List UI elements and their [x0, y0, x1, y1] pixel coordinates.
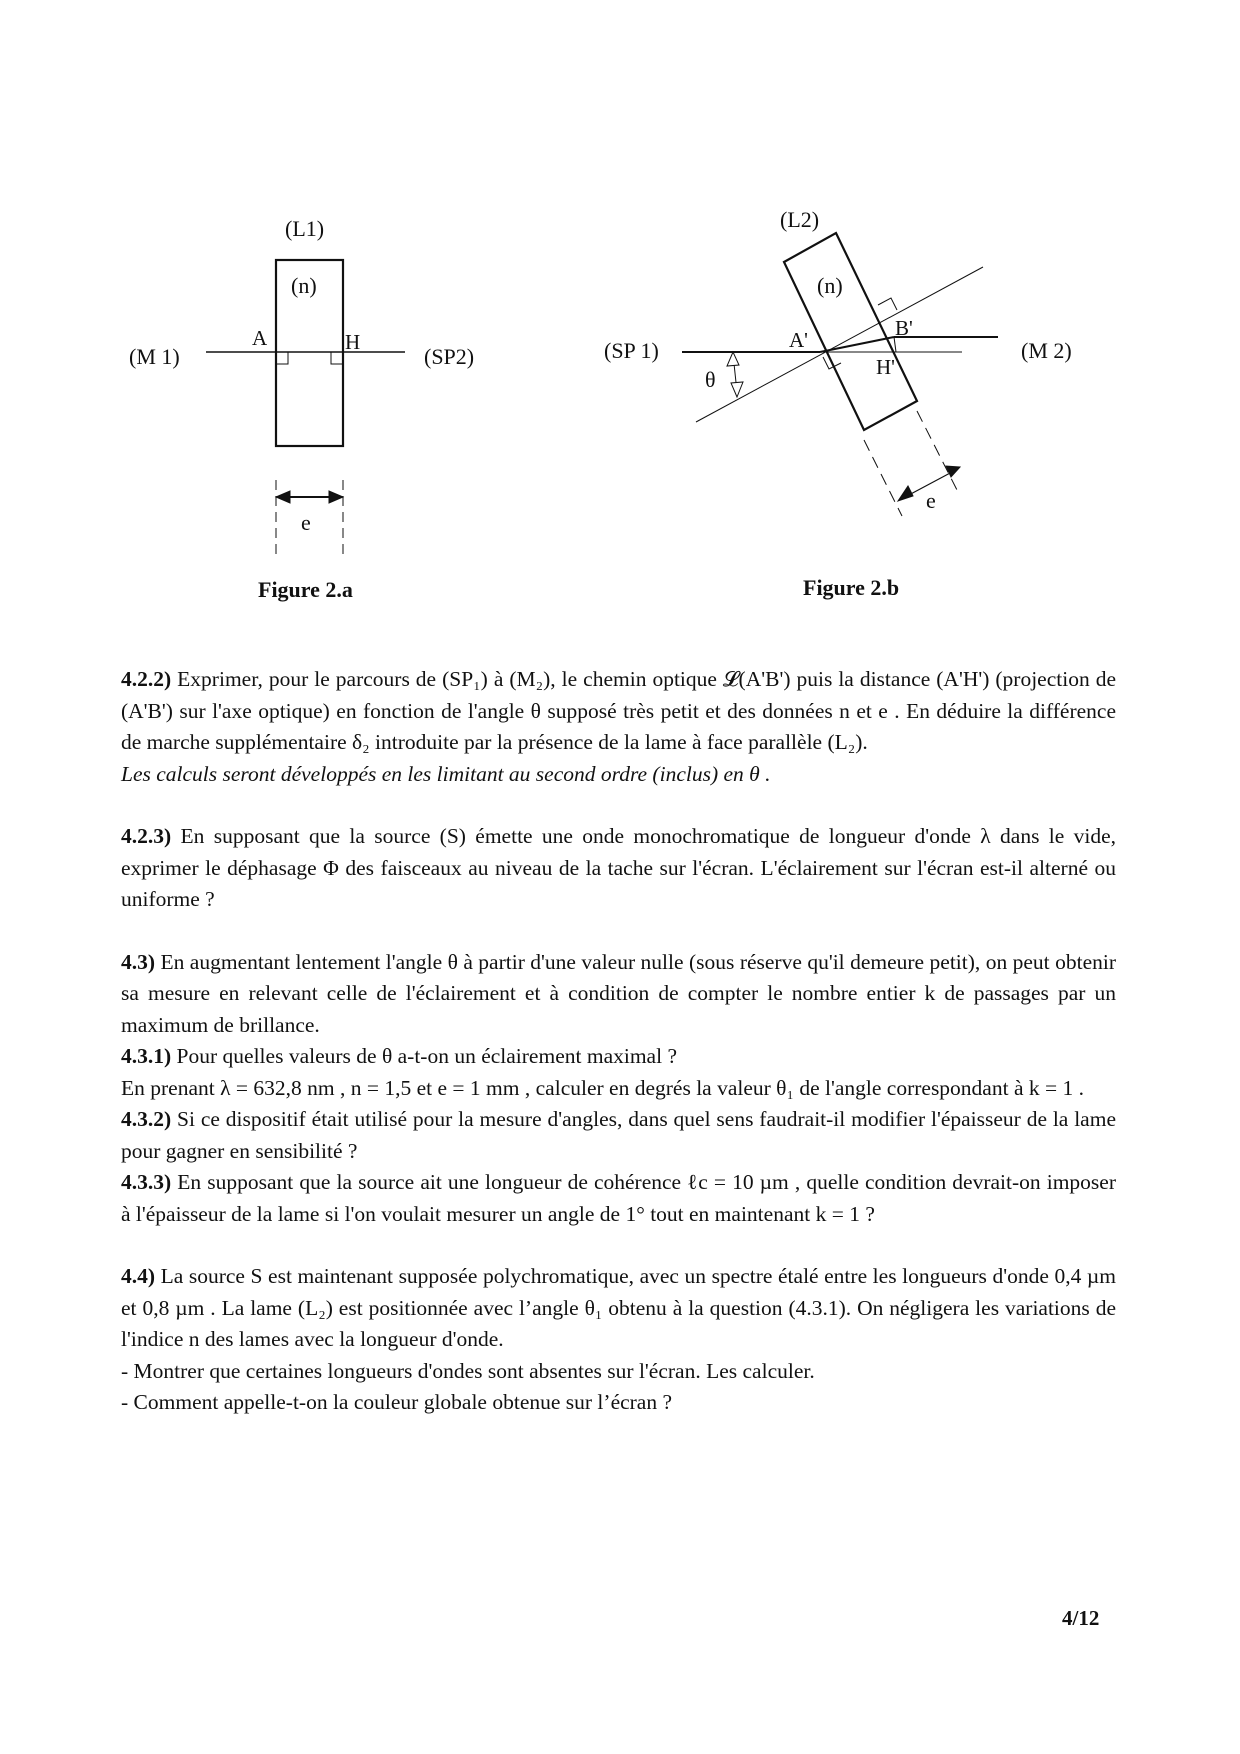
q-4-4: 4.4) La source S est maintenant supposée polychromatique, avec un spectre étalé entre les longueurs d'onde 0,4 µm et 0,8 µm . La lame (L₂) est positionnée avec l’angle θ₁ obtenu à la question (4.3.1). On négligera les variations de l'indice n des lames avec la longueur d'onde.	[121, 1264, 1116, 1351]
thickness-guide-b2	[917, 411, 957, 490]
q-4-4-bullet-2: - Comment appelle-t-on la couleur globale obtenue sur l’écran ?	[121, 1390, 673, 1414]
label-theta: θ	[705, 367, 716, 392]
figures	[0, 0, 1240, 620]
arrowhead-right	[329, 491, 343, 503]
label-e-a: e	[301, 510, 311, 535]
arrowhead-b1	[898, 486, 913, 501]
refracted-ray	[820, 337, 894, 352]
caption-figure-2b: Figure 2.b	[803, 575, 900, 600]
q-4-3-1: 4.3.1) Pour quelles valeurs de θ a-t-on un éclairement maximal ?	[121, 1044, 677, 1068]
label-h: H	[345, 330, 361, 354]
label-sp1: (SP 1)	[604, 338, 659, 363]
thickness-guide-b1	[864, 440, 902, 516]
q-4-3-1-data: En prenant λ = 632,8 nm , n = 1,5 et e = 1 mm , calculer en degrés la valeur θ₁ de l'angle correspondant à k = 1 .	[121, 1075, 1084, 1100]
q-4-3-2: 4.3.2) Si ce dispositif était utilisé pour la mesure d'angles, dans quel sens faudrait-il modifier l'épaisseur de la lame pour gagner en sensibilité ?	[121, 1107, 1116, 1163]
label-b-prime: B'	[895, 316, 913, 340]
q-4-3-3: 4.3.3) En supposant que la source ait une longueur de cohérence ℓc = 10 µm , quelle condition devrait-on imposer à l'épaisseur de la lame si l'on voulait mesurer un angle de 1° tout en maintenant k = 1 ?	[121, 1170, 1117, 1226]
label-m2: (M 2)	[1021, 338, 1072, 363]
q-4-2-2-note: Les calculs seront développés en les limitant au second ordre (inclus) en θ .	[121, 761, 771, 786]
question-text	[121, 664, 1116, 1419]
arrowhead-left	[276, 491, 290, 503]
angle-arrow-bottom	[731, 382, 743, 397]
label-m1: (M 1)	[129, 344, 180, 369]
q-4-3: 4.3) En augmentant lentement l'angle θ à partir d'une valeur nulle (sous réserve qu'il demeure petit), on peut obtenir sa mesure en relevant celle de l'éclairement et à condition de compter le nombre entier k de passages par un maximum de brillance.	[121, 949, 1116, 1037]
page-number: 4/12	[1062, 1606, 1100, 1630]
right-angle-b-prime	[878, 298, 897, 310]
q-4-2-3: 4.2.3) En supposant que la source (S) émette une onde monochromatique de longueur d'onde λ dans le vide, exprimer le déphasage Φ des faisceaux au niveau de la tache sur l'écran. L'éclairement sur l'écran est-il alterné ou uniforme ?	[121, 824, 1116, 911]
label-e-b: e	[926, 488, 936, 513]
arrowhead-b2	[946, 466, 960, 477]
label-sp2: (SP2)	[424, 344, 475, 369]
right-angle-h	[331, 352, 343, 364]
angle-arrow-top	[727, 352, 739, 366]
caption-figure-2a: Figure 2.a	[258, 577, 353, 602]
q-4-4-bullet-1: - Montrer que certaines longueurs d'ondes sont absentes sur l'écran. Les calculer.	[121, 1358, 815, 1383]
label-n-a: (n)	[291, 273, 317, 298]
q-4-2-2: 4.2.2) Exprimer, pour le parcours de (SP₁) à (M₂), le chemin optique 𝓛(A'B') puis la distance (A'H') (projection de (A'B') sur l'axe optique) en fonction de l'angle θ supposé très petit et des données n et e . En déduire la différence de marche supplémentaire δ₂ introduite par la présence de la lame à face parallèle (L₂).	[121, 667, 1116, 754]
right-angle-a	[276, 352, 288, 364]
label-l1: (L1)	[285, 216, 325, 241]
label-a-prime: A'	[789, 328, 808, 352]
label-l2: (L2)	[780, 207, 820, 232]
label-a: A	[252, 326, 268, 350]
label-n-b: (n)	[817, 273, 843, 298]
label-h-prime: H'	[876, 355, 895, 379]
